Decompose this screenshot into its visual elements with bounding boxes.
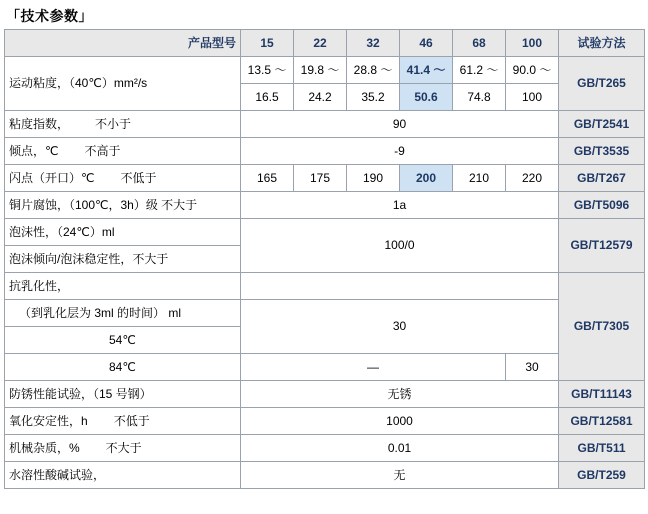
table-row [5, 165, 645, 192]
viscosity-15-max: 16.5 [241, 84, 294, 111]
row-label-water-soluble-acid: 水溶性酸碱试验， [5, 462, 241, 489]
row-label-foam-24: 泡沫性，（24℃）ml [5, 219, 241, 246]
method-viscosity: GB/T265 [559, 57, 645, 111]
viscosity-68-max: 74.8 [453, 84, 506, 111]
method-water-soluble-acid: GB/T259 [559, 462, 645, 489]
table-row [5, 192, 645, 219]
viscosity-32-min: 28.8 ～ [347, 57, 400, 84]
viscosity-100-max: 100 [506, 84, 559, 111]
viscosity-68-min: 61.2 ～ [453, 57, 506, 84]
row-label-text: 氧化安定性，h [9, 413, 88, 428]
method-copper-corrosion: GB/T5096 [559, 192, 645, 219]
row-label-text: 机械杂质，% [9, 440, 80, 455]
row-label-oxidation-stability [5, 408, 241, 435]
row-label-text: 84℃ [109, 359, 136, 374]
table-row [5, 354, 645, 381]
page-title: 「技术参数」 [6, 8, 93, 24]
header-test-method: 试验方法 [559, 30, 645, 57]
method-mechanical-impurities: GB/T511 [559, 435, 645, 462]
value-water-soluble-acid: 无 [241, 462, 559, 489]
method-foam: GB/T12579 [559, 219, 645, 273]
header-grade-32: 32 [347, 30, 400, 57]
value-demulsibility-54: 30 [241, 300, 559, 354]
viscosity-46-max: 50.6 [400, 84, 453, 111]
table-header-row [5, 30, 645, 57]
method-flash-point: GB/T267 [559, 165, 645, 192]
row-label-demulsibility: 抗乳化性， [5, 273, 241, 300]
header-grade-15: 15 [241, 30, 294, 57]
header-grade-68: 68 [453, 30, 506, 57]
header-grade-100: 100 [506, 30, 559, 57]
viscosity-15-min: 13.5 ～ [241, 57, 294, 84]
row-label-text: 闪点（开口）℃ [9, 170, 95, 185]
row-label-limit: 不高于 [84, 143, 121, 158]
row-label-limit: 不低于 [113, 413, 150, 428]
row-label-foam-tendency: 泡沫倾向/泡沫稳定性，不大于 [5, 246, 241, 273]
table-row [5, 57, 645, 84]
viscosity-22-max: 24.2 [294, 84, 347, 111]
table-row [5, 300, 645, 327]
value-demulsibility-84-left: — [241, 354, 506, 381]
flash-point-68: 210 [453, 165, 506, 192]
flash-point-32: 190 [347, 165, 400, 192]
row-label-demulsibility-note [5, 300, 241, 327]
viscosity-22-min: 19.8 ～ [294, 57, 347, 84]
value-foam: 100/0 [241, 219, 559, 273]
row-label-text: 粘度指数， [9, 116, 70, 131]
value-pour-point: -9 [241, 138, 559, 165]
row-label-flash-point [5, 165, 241, 192]
row-label-demulsibility-54 [5, 327, 241, 354]
flash-point-15: 165 [241, 165, 294, 192]
table-row [5, 273, 645, 300]
header-grade-46: 46 [400, 30, 453, 57]
row-label-limit: 不小于 [95, 116, 132, 131]
row-label-text: 倾点，℃ [9, 143, 59, 158]
row-label-text: （到乳化层为 3ml 的时间） ml [19, 305, 182, 320]
header-product-model: 产品型号 [5, 30, 241, 57]
method-viscosity-index: GB/T2541 [559, 111, 645, 138]
row-label-viscosity-index [5, 111, 241, 138]
value-demulsibility-84-100: 30 [506, 354, 559, 381]
technical-parameters-table [4, 29, 645, 489]
method-rust-prevention: GB/T11143 [559, 381, 645, 408]
flash-point-100: 220 [506, 165, 559, 192]
row-label-demulsibility-84 [5, 354, 241, 381]
row-label-limit: 不大于 [105, 440, 142, 455]
table-row [5, 408, 645, 435]
table-row [5, 111, 645, 138]
row-label-text: 54℃ [109, 332, 136, 347]
row-label-viscosity: 运动粘度，（40℃）mm²/s [5, 57, 241, 111]
method-oxidation-stability: GB/T12581 [559, 408, 645, 435]
table-row [5, 462, 645, 489]
row-label-copper-corrosion: 铜片腐蚀，（100℃，3h）级 不大于 [5, 192, 241, 219]
row-label-limit: 不低于 [120, 170, 157, 185]
flash-point-22: 175 [294, 165, 347, 192]
value-viscosity-index: 90 [241, 111, 559, 138]
row-label-pour-point [5, 138, 241, 165]
row-label-rust-prevention: 防锈性能试验，（15 号钢） [5, 381, 241, 408]
table-row [5, 138, 645, 165]
method-pour-point: GB/T3535 [559, 138, 645, 165]
table-row [5, 381, 645, 408]
method-demulsibility: GB/T7305 [559, 273, 645, 381]
value-mechanical-impurities: 0.01 [241, 435, 559, 462]
table-row [5, 219, 645, 246]
value-copper-corrosion: 1a [241, 192, 559, 219]
value-oxidation-stability: 1000 [241, 408, 559, 435]
value-rust-prevention: 无锈 [241, 381, 559, 408]
value-demulsibility-blank [241, 273, 559, 300]
row-label-mechanical-impurities [5, 435, 241, 462]
table-row [5, 435, 645, 462]
viscosity-100-min: 90.0 ～ [506, 57, 559, 84]
viscosity-32-max: 35.2 [347, 84, 400, 111]
header-grade-22: 22 [294, 30, 347, 57]
flash-point-46: 200 [400, 165, 453, 192]
viscosity-46-min: 41.4 ～ [400, 57, 453, 84]
